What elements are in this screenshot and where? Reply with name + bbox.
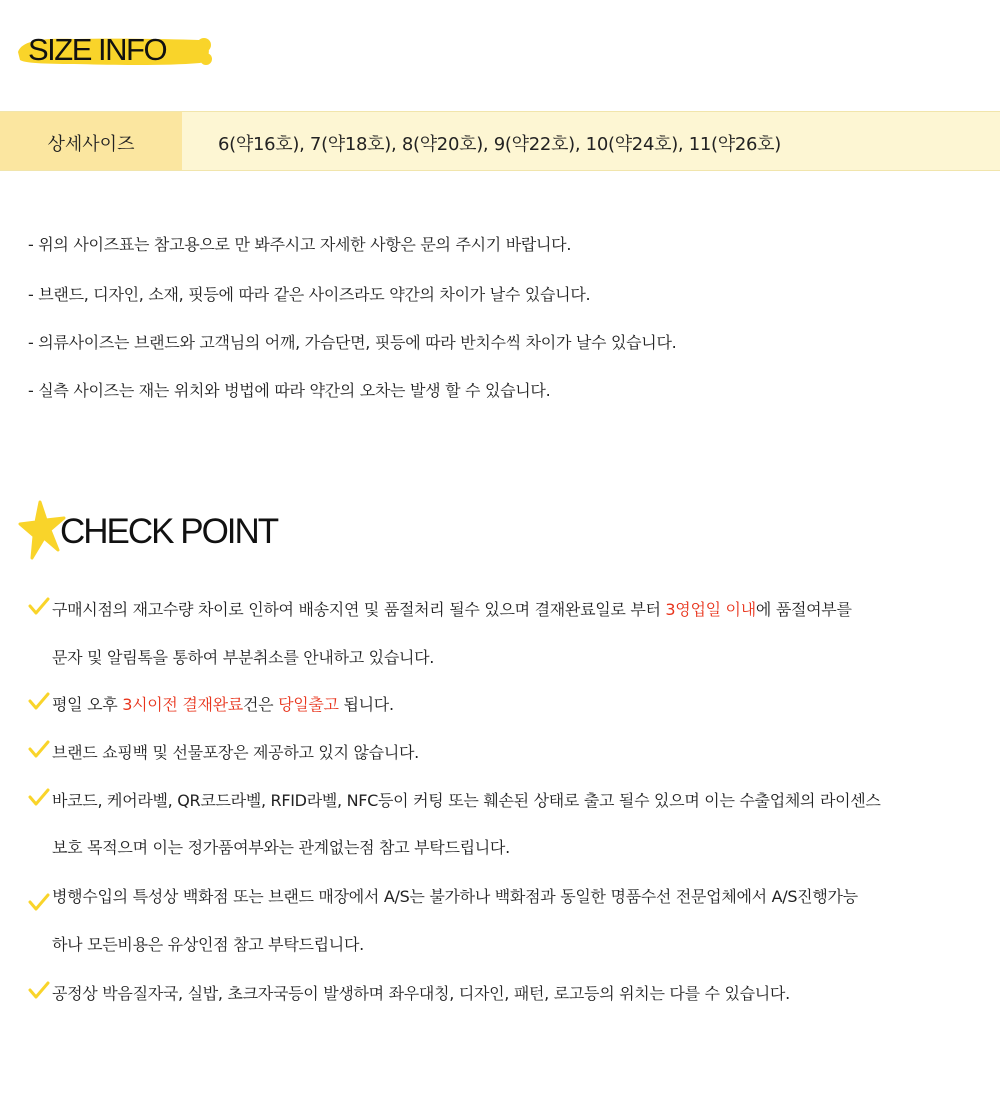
check-item-6: 공정상 박음질자국, 실밥, 초크자국등이 발생하며 좌우대칭, 디자인, 패턴, 로고등의 위치는 다를 수 있습니다. [52, 984, 790, 1003]
size-note: - 의류사이즈는 브랜드와 고객님의 어깨, 가슴단면, 핏등에 따라 반치수씩 차이가 날수 있습니다. [28, 333, 677, 352]
check-item-2: 평일 오후 3시이전 결재완료건은 당일출고 됩니다. [52, 695, 394, 714]
size-note: - 실측 사이즈는 재는 위치와 벙법에 따라 약간의 오차는 발생 할 수 있습니다. [28, 381, 551, 400]
size-info-title: SIZE INFO [28, 32, 167, 67]
check-mark-icon [28, 981, 50, 1001]
size-info-heading [14, 30, 214, 74]
highlight-text: 당일출고 [278, 695, 339, 714]
check-mark-icon [28, 692, 50, 712]
check-item-5-line2: 하나 모든비용은 유상인점 참고 부탁드립니다. [52, 935, 364, 954]
check-item-1-line2: 문자 및 알림톡을 통하여 부분취소를 안내하고 있습니다. [52, 648, 435, 667]
highlight-text: 3영업일 이내 [665, 600, 756, 619]
size-table [0, 111, 1000, 171]
check-item-3: 브랜드 쇼핑백 및 선물포장은 제공하고 있지 않습니다. [52, 743, 419, 762]
check-mark-icon [28, 788, 50, 808]
check-item-4: 바코드, 케어라벨, QR코드라벨, RFID라벨, NFC등이 커팅 또는 훼손된 상태로 출고 될수 있으며 이는 수출업체의 라이센스 [52, 791, 881, 810]
size-values: 6(약16호), 7(약18호), 8(약20호), 9(약22호), 10(약24호), 11(약26호) [218, 134, 781, 155]
check-mark-icon [28, 893, 50, 913]
check-mark-icon [28, 740, 50, 760]
check-point-heading [18, 498, 298, 568]
check-point-title: CHECK POINT [60, 512, 278, 551]
check-item-1: 구매시점의 재고수량 차이로 인하여 배송지연 및 품절처리 될수 있으며 결재완료일로 부터 3영업일 이내에 품절여부를 [52, 600, 852, 619]
size-label-cell [0, 112, 182, 170]
check-item-4-line2: 보호 목적으며 이는 정가품여부와는 관계없는점 참고 부탁드립니다. [52, 838, 510, 857]
check-mark-icon [28, 597, 50, 617]
size-note: - 위의 사이즈표는 참고용으로 만 봐주시고 자세한 사항은 문의 주시기 바랍니다. [28, 235, 572, 254]
size-note: - 브랜드, 디자인, 소재, 핏등에 따라 같은 사이즈라도 약간의 차이가 날수 있습니다. [28, 285, 591, 304]
size-label: 상세사이즈 [47, 134, 135, 155]
highlight-text: 3시이전 결재완료 [122, 695, 243, 714]
check-item-5: 병행수입의 특성상 백화점 또는 브랜드 매장에서 A/S는 불가하나 백화점과 동일한 명품수선 전문업체에서 A/S진행가능 [52, 887, 858, 906]
